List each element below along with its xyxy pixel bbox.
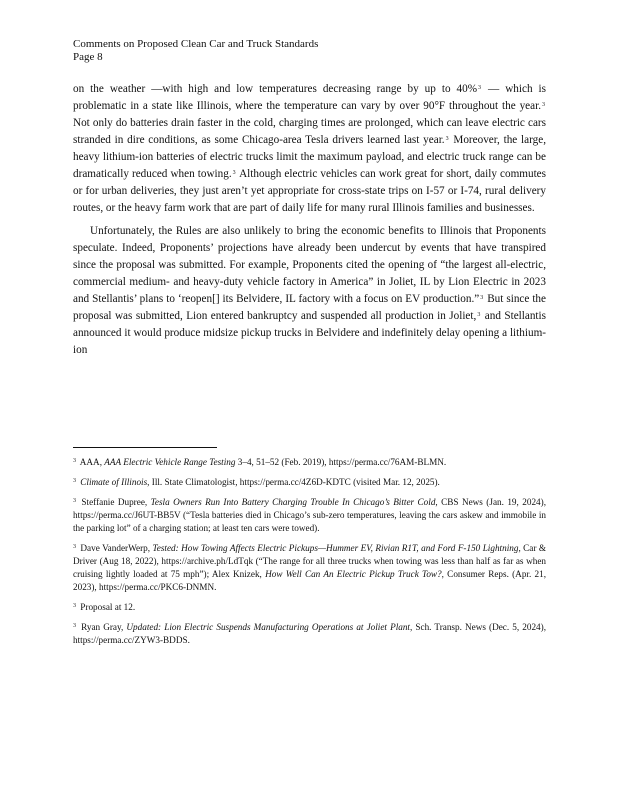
- footnote-marker: 3: [480, 295, 484, 301]
- page-number: Page 8: [73, 51, 103, 63]
- footnote-marker: 3: [73, 458, 76, 464]
- footnote: [73, 456, 546, 469]
- text-run: Dave VanderWerp,: [78, 543, 153, 553]
- text-run: Steffanie Dupree,: [78, 497, 151, 507]
- text-run: , Consumer Reps. (Apr. 21, 2023), https://perma.cc/PKC6-DNMN.: [73, 569, 546, 592]
- footnote: [73, 621, 546, 647]
- text-run: AAA,: [78, 457, 105, 467]
- footnote: [73, 601, 546, 614]
- footnote-marker: 3: [445, 136, 449, 142]
- text-run: on the weather —with high and low temperatures decreasing range by up to 40%: [73, 83, 478, 95]
- italic-title: Tested: How Towing Affects Electric Pickups—Hummer EV, Rivian R1T, and Ford F-150 Lightning: [152, 543, 519, 553]
- italic-title: Tesla Owners Run Into Battery Charging Trouble In Chicago’s Bitter Cold: [150, 497, 436, 507]
- footnote: [73, 476, 546, 489]
- footnote-marker: 3: [542, 102, 545, 108]
- text-run: and Stellantis announced it would produce midsize pickup trucks in Belvidere and indefinitely delay opening a lithium-ion: [73, 310, 547, 356]
- footnote-marker: 3: [73, 623, 76, 629]
- text-run: 3–4, 51–52 (Feb. 2019), https://perma.cc/76AM-BLMN.: [235, 457, 447, 467]
- text-run: Ryan Gray,: [78, 622, 127, 632]
- footnote-marker: 3: [73, 478, 76, 484]
- body-text: [73, 81, 546, 359]
- text-run: — which is problematic in a state like Illinois, where the temperature can vary by over 90°F throughout the year.: [73, 83, 546, 112]
- italic-title: Updated: Lion Electric Suspends Manufacturing Operations at Joliet Plant: [126, 622, 410, 632]
- document-title: Comments on Proposed Clean Car and Truck Standards: [73, 38, 319, 50]
- footnote-divider: [73, 447, 217, 448]
- footnote-marker: 3: [232, 170, 236, 176]
- text-run: , Ill. State Climatologist, https://perma.cc/4Z6D-KDTC (visited Mar. 12, 2025).: [147, 477, 440, 487]
- paragraph-2: [73, 223, 546, 359]
- text-run: , Sch. Transp. News (Dec. 5, 2024), https://perma.cc/ZYW3-BDDS.: [73, 622, 547, 645]
- text-run: Not only do batteries drain faster in the cold, charging times are prolonged, which can leave electric cars stranded in dire conditions, as some Chicago-area Tesla drivers learned last year.: [73, 117, 546, 146]
- footnote-marker: 3: [73, 544, 76, 550]
- footnote: [73, 542, 546, 594]
- italic-title: Climate of Illinois: [80, 477, 148, 487]
- italic-title: AAA Electric Vehicle Range Testing: [104, 457, 236, 467]
- text-run: , CBS News (Jan. 19, 2024), https://perma.cc/J6UT-BB5V (“Tesla batteries died in Chicago’s sub-zero temperatures, leaving the cars askew and immobile in the parking lot” of a charging station; at least ten cars were towed).: [73, 497, 546, 533]
- page-header: [73, 38, 318, 64]
- paragraph-1: [73, 81, 546, 217]
- text-run: But since the proposal was submitted, Lion entered bankruptcy and suspended all production in Joliet,: [73, 293, 546, 322]
- footnotes: [73, 456, 546, 654]
- footnote-marker: 3: [477, 312, 481, 318]
- footnote-marker: 3: [73, 498, 76, 504]
- footnote: [73, 496, 546, 535]
- text-run: Moreover, the large, heavy lithium-ion batteries of electric trucks limit the maximum payload, and electric truck range can be dramatically reduced when towing.: [73, 134, 546, 180]
- text-run: , Car & Driver (Aug 18, 2022), https://archive.ph/LdTqk (“The range for all three trucks when towing was less than half as far as when cruising lightly loaded at 75 mph”); Alex Knizek,: [73, 543, 546, 579]
- italic-title: How Well Can An Electric Pickup Truck Tow?: [265, 569, 442, 579]
- text-run: Although electric vehicles can work great for short, daily commutes or for urban deliveries, they just aren’t yet appropriate for cross-state trips on I-57 or I-74, rural delivery routes, or the heavy farm work that are part of daily life for many rural Illinois families and businesses.: [73, 168, 546, 214]
- footnote-marker: 3: [478, 85, 482, 91]
- footnote-marker: 3: [73, 603, 76, 609]
- text-run: Unfortunately, the Rules are also unlikely to bring the economic benefits to Illinois that Proponents speculate. Indeed, Proponents’ projections have already been undercut by events that have transpired since the proposal was submitted. For example, Proponents cited the opening of “the largest all-electric, commercial medium- and heavy-duty vehicle factory in America” in Joliet, IL by Lion Electric in 2023 and Stellantis’ plans to ‘reopen[] its Belvidere, IL factory with a focus on EV production.”: [73, 225, 546, 305]
- text-run: Proposal at 12.: [78, 602, 136, 612]
